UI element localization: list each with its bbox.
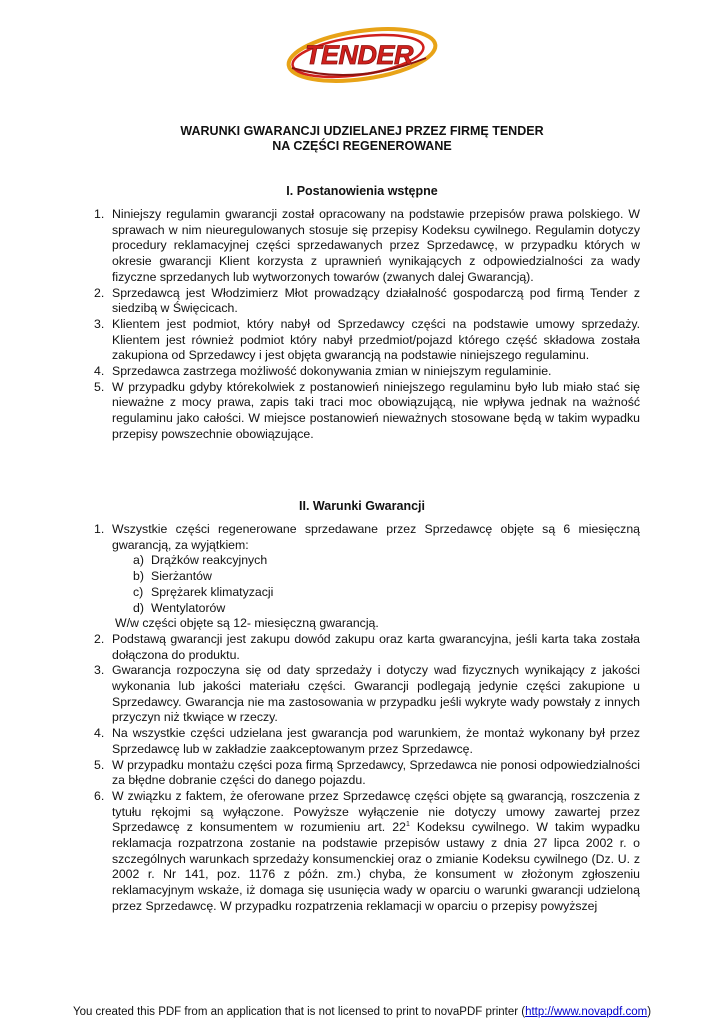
tender-logo	[276, 22, 442, 88]
list-item: 2. Podstawą gwarancji jest zakupu dowód zakupu oraz karta gwarancyjna, jeśli karta taka została dołączona do produktu.	[94, 631, 640, 662]
list-item: 1. Niniejszy regulamin gwarancji został opracowany na podstawie przepisów prawa polskiego. W sprawach w nim nieuregulowanych stosuje się przepisy Kodeksu cywilnego. Regulamin dotyczy procedury reklamacyjnej części sprzedawanych przez Sprzedawcę, w przypadku których w okresie gwarancji Klient korzysta z uprawnień wynikających z odpowiedzialności za wady fizyczne sprzedanych lub wytworzonych towarów (zwanych dalej Gwarancją).	[94, 207, 640, 284]
footnote-mark: 1	[405, 821, 410, 829]
list-item: 4. Na wszystkie części udzielana jest gwarancja pod warunkiem, że montaż wykonany był przez Sprzedawcę lub w zakładzie zaakceptowanym przez Sprzedawcę.	[94, 726, 640, 756]
section-1-list	[94, 207, 640, 443]
section-2-heading: II. Warunki Gwarancji	[299, 499, 425, 513]
exception-item: a) Drążków reakcyjnych	[133, 553, 268, 568]
list-item: 3. Gwarancja rozpoczyna się od daty sprzedaży i dotyczy wad fizycznych wynikający z jakości wykonania lub jakości materiału części. Gwarancji podlegają jedynie części zakupione u Sprzedawcy. Gwarancja nie ma zastosowania w przypadku jeśli wykryte wady powstały z innych przyczyn niż tkwiące w rzeczy.	[94, 663, 640, 725]
logo-wordmark: TENDER	[304, 40, 414, 70]
exception-note: W/w części objęte są 12- miesięczną gwarancją.	[115, 616, 379, 631]
exception-item: b) Sierżantów	[133, 569, 212, 584]
exception-list	[112, 553, 640, 616]
section-2-list	[94, 522, 640, 915]
list-item: 2. Sprzedawcą jest Włodzimierz Młot prowadzący działalność gospodarczą pod firmą Tender z siedzibą w Święcicach.	[94, 285, 640, 316]
pdf-footer-notice: You created this PDF from an application that is not licensed to print to novaPDF printer (http://www.novapdf.com)	[72, 1006, 652, 1018]
document-title-line-1: WARUNKI GWARANCJI UDZIELANEJ PRZEZ FIRMĘ TENDER	[180, 124, 544, 138]
novapdf-link[interactable]: http://www.novapdf.com	[525, 1006, 648, 1018]
list-item: 1. Wszystkie części regenerowane sprzedawane przez Sprzedawcę objęte są 6 miesięczną gwarancją, za wyjątkiem: a) Drążków reakcyjnych b) Sierżantów c) Sprężarek klimatyzacji d) Wentylatorów W/w części objęte są 12- miesięczną gwarancją.	[94, 522, 640, 631]
list-item: 3. Klientem jest podmiot, który nabył od Sprzedawcy części na podstawie umowy sprzedaży. Klientem jest również podmiot który nabył przedmiot/pojazd którego część składowa została zakupiona od Sprzedawcy i jest objęta gwarancją na podstawie niniejszego regulaminu.	[94, 316, 640, 363]
list-item: 4. Sprzedawca zastrzega możliwość dokonywania zmian w niniejszym regulaminie.	[94, 364, 552, 379]
list-item: 6. W związku z faktem, że oferowane przez Sprzedawcę części objęte są gwarancją, roszczenia z tytułu rękojmi są wyłączone. Powyższe wyłączenie nie dotyczy umowy zawartej przez Sprzedawcę z konsumentem w rozumieniu art. $22^1$ Kodeksu cywilnego. W takim wypadku reklamacja rozpatrzona zostanie na podstawie przepisów ustawy z dnia 27 lipca 2002 r. o szczególnych warunkach sprzedaży konsumenckiej oraz o zmianie Kodeksu cywilnego (Dz. U. z 2002 r. Nr 141, poz. 1176 z późn. zm.) chyba, że konsument w złożonym zgłoszeniu reklamacyjnym wskaże, iż domaga się usunięcia wady w oparciu o warunki gwarancji udzieloną przez Sprzedawcę. W przypadku rozpatrzenia reklamacji w oparciu o przepisy powyższej	[94, 788, 640, 913]
section-1-heading: I. Postanowienia wstępne	[286, 184, 438, 198]
list-item: 5. W przypadku gdyby którekolwiek z postanowień niniejszego regulaminu było lub miało stać się nieważne z mocy prawa, zapis taki traci moc obowiązującą, nie wpływa jednak na ważność regulaminu jako całości. W miejsce postanowień nieważnych stosowane będą w takim wypadku przepisy powszechnie obowiązujące.	[94, 379, 640, 441]
tender-logo-graphic	[276, 22, 442, 88]
exception-item: c) Sprężarek klimatyzacji	[133, 584, 274, 599]
exception-item: d) Wentylatorów	[133, 600, 226, 615]
document-title-line-2: NA CZĘŚCI REGENEROWANE	[272, 139, 452, 153]
list-item: 5. W przypadku montażu części poza firmą Sprzedawcy, Sprzedawca nie ponosi odpowiedzialności za błędne dobranie części do danego pojazdu.	[94, 757, 640, 788]
